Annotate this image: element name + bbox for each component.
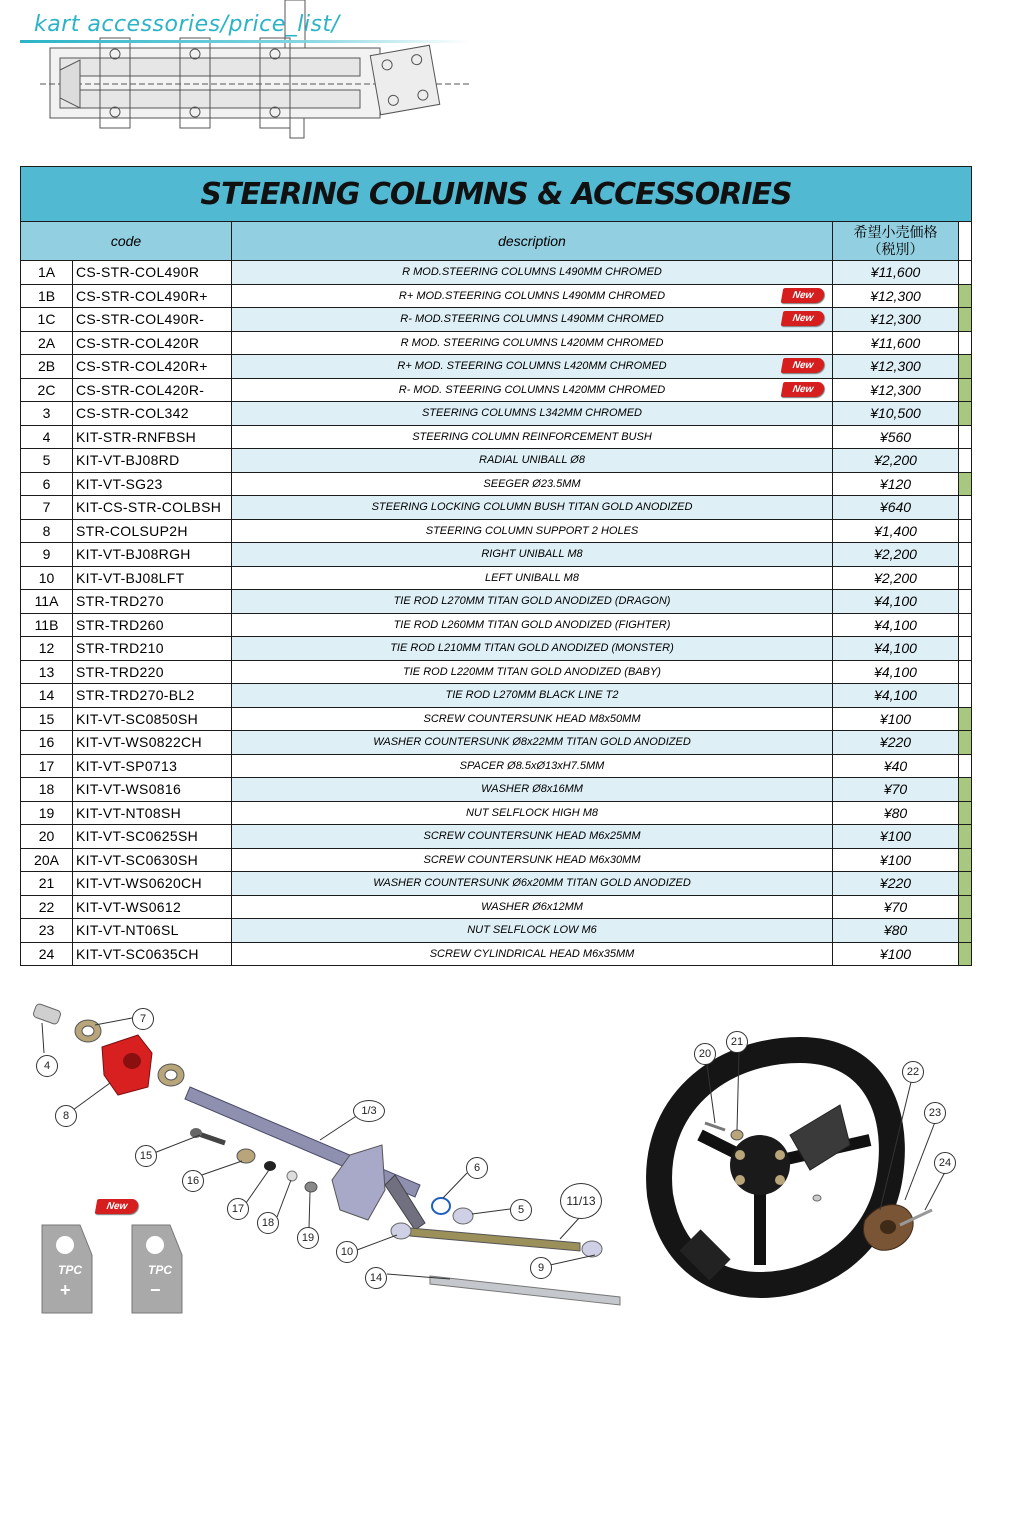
row-flag <box>959 496 972 520</box>
row-code: KIT-VT-BJ08RD <box>73 449 232 473</box>
row-code: KIT-CS-STR-COLBSH <box>73 496 232 520</box>
row-number: 16 <box>21 731 73 755</box>
callout-5: 5 <box>510 1199 532 1221</box>
table-row <box>21 425 972 449</box>
row-number: 19 <box>21 801 73 825</box>
row-description <box>232 919 833 943</box>
row-description <box>232 590 833 614</box>
page-header <box>0 0 520 150</box>
row-code: KIT-VT-WS0620CH <box>73 872 232 896</box>
row-flag <box>959 472 972 496</box>
row-number: 4 <box>21 425 73 449</box>
row-number: 10 <box>21 566 73 590</box>
row-price: ¥70 <box>833 778 959 802</box>
row-flag <box>959 660 972 684</box>
table-row <box>21 801 972 825</box>
row-number: 8 <box>21 519 73 543</box>
table-row <box>21 566 972 590</box>
row-price: ¥2,200 <box>833 449 959 473</box>
row-price: ¥100 <box>833 707 959 731</box>
row-code: KIT-VT-WS0816 <box>73 778 232 802</box>
row-description <box>232 778 833 802</box>
row-flag <box>959 872 972 896</box>
row-number: 1A <box>21 261 73 285</box>
row-description <box>232 731 833 755</box>
plate-plus-logo: TPC <box>58 1263 82 1277</box>
column-header-code: code <box>21 222 232 261</box>
row-flag <box>959 308 972 332</box>
table-row <box>21 942 972 966</box>
new-badge: New <box>781 382 826 397</box>
row-description <box>232 472 833 496</box>
callout-15: 15 <box>135 1145 157 1167</box>
row-description-text: TIE ROD L210MM TITAN GOLD ANODIZED (MONSTER) <box>390 642 674 655</box>
table-row <box>21 778 972 802</box>
row-price: ¥560 <box>833 425 959 449</box>
row-price: ¥220 <box>833 872 959 896</box>
row-price: ¥80 <box>833 919 959 943</box>
callout-20: 20 <box>694 1043 716 1065</box>
row-flag <box>959 261 972 285</box>
row-code: STR-TRD270 <box>73 590 232 614</box>
row-description <box>232 308 833 332</box>
row-flag <box>959 519 972 543</box>
row-code: CS-STR-COL490R- <box>73 308 232 332</box>
table-row <box>21 449 972 473</box>
row-description-text: STEERING LOCKING COLUMN BUSH TITAN GOLD ANODIZED <box>371 501 693 514</box>
table-row <box>21 308 972 332</box>
callout-8: 8 <box>55 1105 77 1127</box>
table-row <box>21 848 972 872</box>
row-description-text: RADIAL UNIBALL Ø8 <box>479 454 585 467</box>
callout-21: 21 <box>726 1031 748 1053</box>
brand-underline <box>20 40 470 43</box>
row-code: KIT-STR-RNFBSH <box>73 425 232 449</box>
row-description <box>232 331 833 355</box>
row-code: KIT-VT-SC0635CH <box>73 942 232 966</box>
row-number: 2B <box>21 355 73 379</box>
row-code: KIT-VT-SP0713 <box>73 754 232 778</box>
callout-1-3: 1/3 <box>353 1100 385 1122</box>
row-number: 5 <box>21 449 73 473</box>
table-row <box>21 825 972 849</box>
row-price: ¥70 <box>833 895 959 919</box>
column-header-flag <box>959 222 972 261</box>
row-code: KIT-VT-BJ08RGH <box>73 543 232 567</box>
row-price: ¥2,200 <box>833 543 959 567</box>
price-header-line2: （税別） <box>867 241 924 257</box>
callout-16: 16 <box>182 1170 204 1192</box>
row-number: 2C <box>21 378 73 402</box>
row-description-text: SPACER Ø8.5xØ13xH7.5MM <box>459 759 605 772</box>
row-price: ¥11,600 <box>833 261 959 285</box>
row-number: 23 <box>21 919 73 943</box>
row-code: KIT-VT-SC0625SH <box>73 825 232 849</box>
row-description-text: SCREW CYLINDRICAL HEAD M6x35MM <box>429 947 635 960</box>
row-description <box>232 519 833 543</box>
new-badge: New <box>781 311 826 326</box>
row-code: CS-STR-COL420R+ <box>73 355 232 379</box>
row-description <box>232 848 833 872</box>
row-description <box>232 660 833 684</box>
row-flag <box>959 801 972 825</box>
callout-18: 18 <box>257 1212 279 1234</box>
row-flag <box>959 613 972 637</box>
row-price: ¥1,400 <box>833 519 959 543</box>
row-description <box>232 425 833 449</box>
table-row <box>21 872 972 896</box>
row-description-text: R- MOD. STEERING COLUMNS L420MM CHROMED <box>398 383 666 396</box>
callout-4: 4 <box>36 1055 58 1077</box>
row-price: ¥10,500 <box>833 402 959 426</box>
table-row <box>21 472 972 496</box>
row-description-text: WASHER COUNTERSUNK Ø6x20MM TITAN GOLD ANODIZED <box>373 877 691 890</box>
row-price: ¥640 <box>833 496 959 520</box>
row-description <box>232 566 833 590</box>
row-flag <box>959 425 972 449</box>
row-number: 15 <box>21 707 73 731</box>
row-price: ¥80 <box>833 801 959 825</box>
row-flag <box>959 449 972 473</box>
plate-minus-logo: TPC <box>148 1263 172 1277</box>
row-price: ¥11,600 <box>833 331 959 355</box>
table-row <box>21 707 972 731</box>
table-row <box>21 637 972 661</box>
row-flag <box>959 754 972 778</box>
new-badge-plates: New <box>95 1199 140 1214</box>
row-description-text: WASHER COUNTERSUNK Ø8x22MM TITAN GOLD ANODIZED <box>373 736 691 749</box>
row-code: KIT-VT-SG23 <box>73 472 232 496</box>
row-flag <box>959 919 972 943</box>
row-description <box>232 872 833 896</box>
callout-7: 7 <box>132 1008 154 1030</box>
row-description-text: STEERING COLUMN REINFORCEMENT BUSH <box>412 430 652 443</box>
row-number: 6 <box>21 472 73 496</box>
row-description-text: R MOD.STEERING COLUMNS L490MM CHROMED <box>402 266 662 279</box>
callout-10: 10 <box>336 1241 358 1263</box>
row-number: 13 <box>21 660 73 684</box>
row-description-text: TIE ROD L220MM TITAN GOLD ANODIZED (BABY) <box>403 665 661 678</box>
callout-9: 9 <box>530 1257 552 1279</box>
row-description-text: STEERING COLUMN SUPPORT 2 HOLES <box>425 524 639 537</box>
table-row <box>21 895 972 919</box>
row-description-text: TIE ROD L270MM BLACK LINE T2 <box>445 689 619 702</box>
row-price: ¥100 <box>833 942 959 966</box>
row-description-text: WASHER Ø6x12MM <box>481 900 583 913</box>
row-price: ¥40 <box>833 754 959 778</box>
row-description-text: R MOD. STEERING COLUMNS L420MM CHROMED <box>400 336 664 349</box>
row-description-text: R- MOD.STEERING COLUMNS L490MM CHROMED <box>400 313 664 326</box>
brand-title: kart accessories/price_list/ <box>34 12 340 37</box>
row-description-text: SCREW COUNTERSUNK HEAD M6x30MM <box>423 853 641 866</box>
row-description <box>232 707 833 731</box>
row-flag <box>959 331 972 355</box>
callout-11-13: 11/13 <box>560 1183 602 1219</box>
row-description <box>232 801 833 825</box>
callout-23: 23 <box>924 1102 946 1124</box>
row-description-text: TIE ROD L270MM TITAN GOLD ANODIZED (DRAGON) <box>393 595 671 608</box>
table-row <box>21 543 972 567</box>
table-body <box>21 261 972 966</box>
row-flag <box>959 590 972 614</box>
row-description-text: WASHER Ø8x16MM <box>481 783 583 796</box>
table-row <box>21 519 972 543</box>
price-table <box>20 166 971 966</box>
row-number: 20A <box>21 848 73 872</box>
row-description-text: SCREW COUNTERSUNK HEAD M6x25MM <box>423 830 641 843</box>
row-price: ¥100 <box>833 848 959 872</box>
new-badge: New <box>781 288 826 303</box>
table-row <box>21 331 972 355</box>
row-description <box>232 825 833 849</box>
row-price: ¥12,300 <box>833 308 959 332</box>
row-number: 17 <box>21 754 73 778</box>
row-description-text: R+ MOD.STEERING COLUMNS L490MM CHROMED <box>398 289 666 302</box>
row-description <box>232 942 833 966</box>
row-flag <box>959 684 972 708</box>
row-description <box>232 284 833 308</box>
row-description-text: NUT SELFLOCK LOW M6 <box>467 924 597 937</box>
price-header-line1: 希望小売価格 <box>853 224 938 240</box>
row-description-text: SCREW COUNTERSUNK HEAD M8x50MM <box>423 712 641 725</box>
row-number: 11A <box>21 590 73 614</box>
row-code: KIT-VT-WS0612 <box>73 895 232 919</box>
row-code: KIT-VT-SC0850SH <box>73 707 232 731</box>
row-description <box>232 496 833 520</box>
row-price: ¥4,100 <box>833 684 959 708</box>
table-row <box>21 731 972 755</box>
row-description-text: R+ MOD. STEERING COLUMNS L420MM CHROMED <box>397 360 667 373</box>
row-code: STR-TRD210 <box>73 637 232 661</box>
plate-minus-label: − <box>150 1280 161 1300</box>
callout-24: 24 <box>934 1152 956 1174</box>
row-description <box>232 684 833 708</box>
row-flag <box>959 566 972 590</box>
row-code: KIT-VT-NT08SH <box>73 801 232 825</box>
row-flag <box>959 942 972 966</box>
table-title: STEERING COLUMNS & ACCESSORIES <box>21 167 972 222</box>
row-description-text: NUT SELFLOCK HIGH M8 <box>465 806 599 819</box>
row-flag <box>959 543 972 567</box>
row-price: ¥100 <box>833 825 959 849</box>
callout-19: 19 <box>297 1227 319 1249</box>
row-price: ¥4,100 <box>833 637 959 661</box>
row-description-text: LEFT UNIBALL M8 <box>485 571 579 584</box>
row-flag <box>959 895 972 919</box>
row-number: 12 <box>21 637 73 661</box>
callout-14: 14 <box>365 1267 387 1289</box>
row-flag <box>959 378 972 402</box>
row-price: ¥120 <box>833 472 959 496</box>
row-number: 18 <box>21 778 73 802</box>
row-number: 20 <box>21 825 73 849</box>
row-number: 11B <box>21 613 73 637</box>
row-price: ¥220 <box>833 731 959 755</box>
row-number: 24 <box>21 942 73 966</box>
callout-22: 22 <box>902 1061 924 1083</box>
table-row <box>21 355 972 379</box>
row-number: 2A <box>21 331 73 355</box>
row-description-text: STEERING COLUMNS L342MM CHROMED <box>421 407 643 420</box>
table-row <box>21 261 972 285</box>
row-number: 1B <box>21 284 73 308</box>
row-code: KIT-VT-BJ08LFT <box>73 566 232 590</box>
row-code: KIT-VT-SC0630SH <box>73 848 232 872</box>
row-description <box>232 261 833 285</box>
row-number: 9 <box>21 543 73 567</box>
row-description <box>232 449 833 473</box>
table-row <box>21 496 972 520</box>
row-price: ¥12,300 <box>833 284 959 308</box>
steering-wheel-part <box>659 1050 892 1285</box>
table-row <box>21 919 972 943</box>
table-row <box>21 284 972 308</box>
row-flag <box>959 731 972 755</box>
parts-illustration <box>20 995 1004 1335</box>
row-code: CS-STR-COL490R+ <box>73 284 232 308</box>
row-code: KIT-VT-NT06SL <box>73 919 232 943</box>
row-price: ¥4,100 <box>833 590 959 614</box>
row-flag <box>959 637 972 661</box>
row-description-text: SEEGER Ø23.5MM <box>483 477 581 490</box>
row-number: 22 <box>21 895 73 919</box>
table-row <box>21 378 972 402</box>
row-flag <box>959 707 972 731</box>
row-number: 1C <box>21 308 73 332</box>
row-code: CS-STR-COL342 <box>73 402 232 426</box>
table-row <box>21 613 972 637</box>
row-description-text: TIE ROD L260MM TITAN GOLD ANODIZED (FIGHTER) <box>393 618 671 631</box>
row-description <box>232 613 833 637</box>
row-flag <box>959 848 972 872</box>
plate-plus-label: + <box>60 1280 71 1300</box>
row-flag <box>959 355 972 379</box>
table-row <box>21 590 972 614</box>
exploded-parts-diagram <box>20 995 1004 1335</box>
table-row <box>21 754 972 778</box>
row-code: CS-STR-COL420R <box>73 331 232 355</box>
row-price: ¥4,100 <box>833 660 959 684</box>
row-price: ¥2,200 <box>833 566 959 590</box>
row-number: 7 <box>21 496 73 520</box>
row-price: ¥12,300 <box>833 378 959 402</box>
row-description <box>232 378 833 402</box>
row-code: CS-STR-COL420R- <box>73 378 232 402</box>
column-header-description: description <box>232 222 833 261</box>
new-badge: New <box>781 358 826 373</box>
row-code: STR-TRD270-BL2 <box>73 684 232 708</box>
callout-6: 6 <box>466 1157 488 1179</box>
row-price: ¥12,300 <box>833 355 959 379</box>
row-description <box>232 543 833 567</box>
row-flag <box>959 825 972 849</box>
callout-17: 17 <box>227 1198 249 1220</box>
row-flag <box>959 284 972 308</box>
row-code: STR-TRD220 <box>73 660 232 684</box>
row-description <box>232 637 833 661</box>
table-row <box>21 684 972 708</box>
column-header-price <box>833 222 959 261</box>
row-price: ¥4,100 <box>833 613 959 637</box>
row-code: CS-STR-COL490R <box>73 261 232 285</box>
row-number: 3 <box>21 402 73 426</box>
row-code: STR-TRD260 <box>73 613 232 637</box>
row-description <box>232 355 833 379</box>
reinforcement-bush-part <box>32 1003 61 1025</box>
row-number: 14 <box>21 684 73 708</box>
row-number: 21 <box>21 872 73 896</box>
row-flag <box>959 402 972 426</box>
row-description <box>232 754 833 778</box>
row-flag <box>959 778 972 802</box>
row-code: KIT-VT-WS0822CH <box>73 731 232 755</box>
table-row <box>21 660 972 684</box>
row-description <box>232 895 833 919</box>
row-code: STR-COLSUP2H <box>73 519 232 543</box>
table-row <box>21 402 972 426</box>
row-description <box>232 402 833 426</box>
row-description-text: RIGHT UNIBALL M8 <box>481 548 583 561</box>
